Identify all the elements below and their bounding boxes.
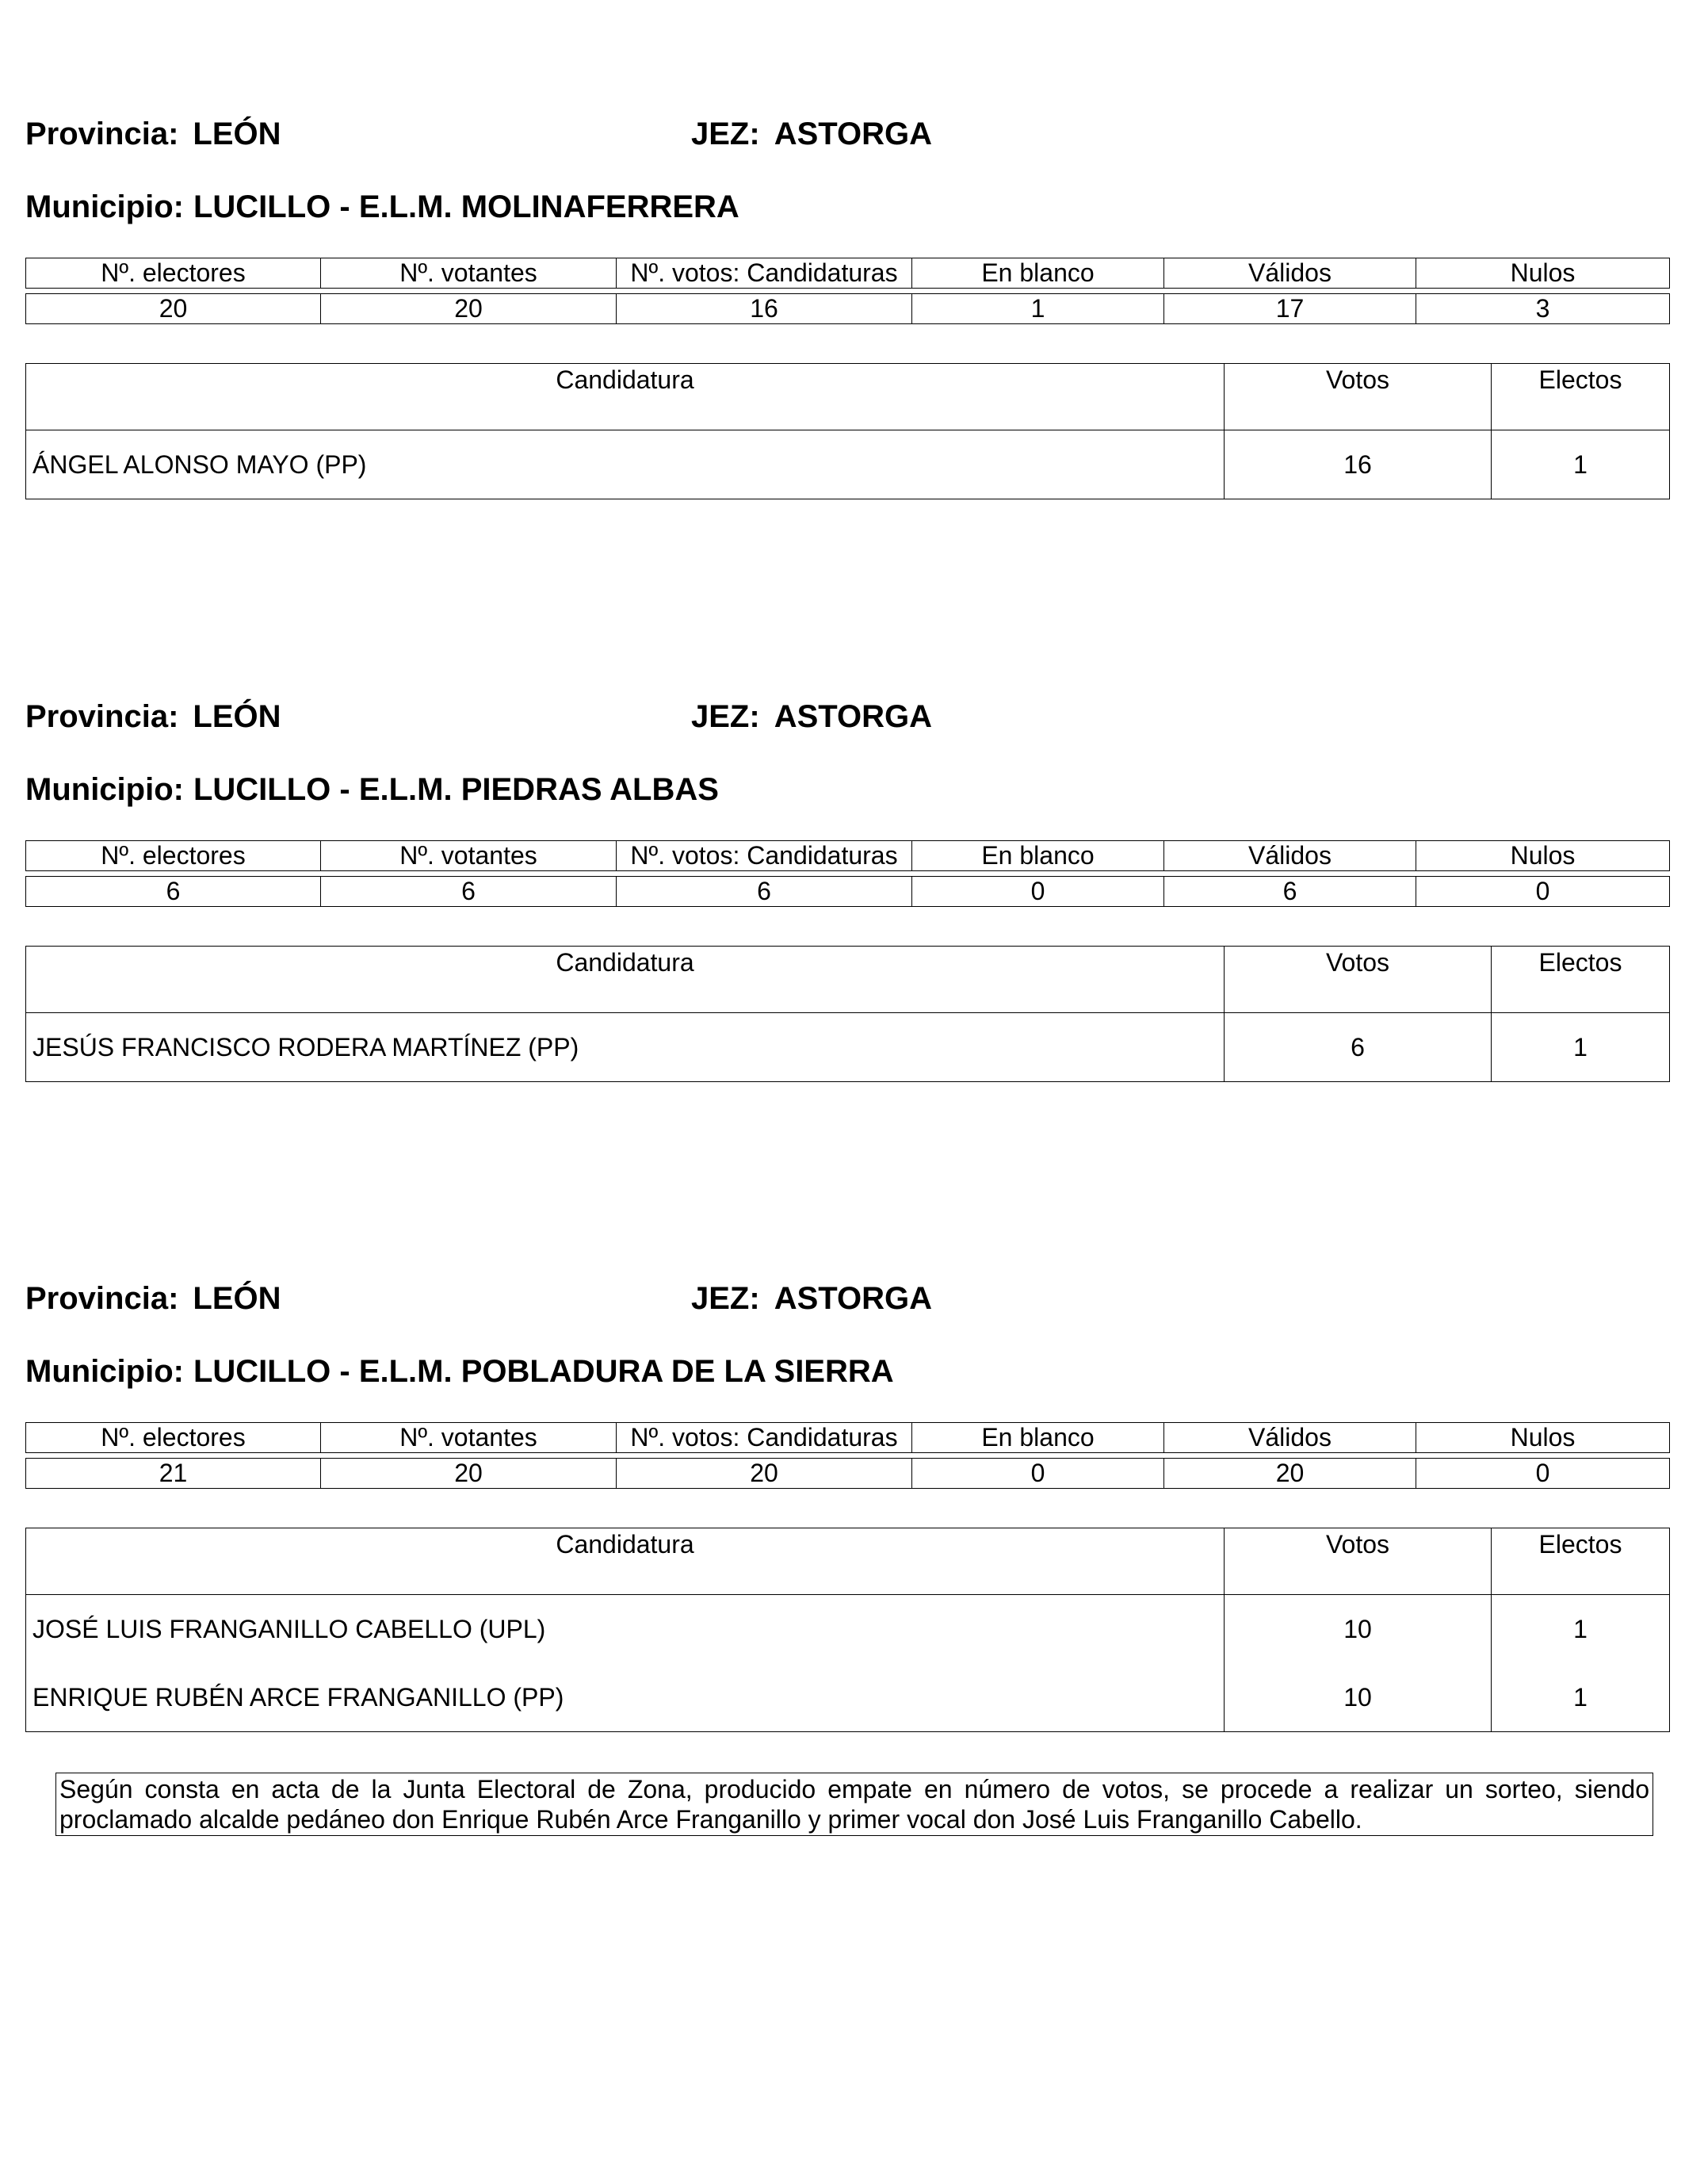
stats-header: En blanco — [912, 841, 1164, 871]
provincia-label: Provincia: — [25, 117, 179, 151]
stats-header: Nulos — [1416, 841, 1670, 871]
jez-line — [691, 698, 932, 736]
candidatura-header: Candidatura — [26, 1528, 1225, 1595]
stats-header: Nº. votantes — [321, 841, 617, 871]
stats-header: Nº. votantes — [321, 258, 617, 289]
provincia-value: LEÓN — [193, 117, 281, 151]
stats-value: 6 — [1164, 877, 1416, 907]
stats-header: Nº. votos: Candidaturas — [617, 258, 912, 289]
municipio-value: LUCILLO - E.L.M. POBLADURA DE LA SIERRA — [193, 1354, 894, 1389]
candidates-table — [25, 1528, 1670, 1732]
stats-header: Nº. votos: Candidaturas — [617, 1423, 912, 1453]
candidate-row — [26, 430, 1670, 499]
candidate-votos: 6 — [1225, 1013, 1492, 1082]
municipio-line — [25, 771, 719, 809]
stats-value: 20 — [617, 1459, 912, 1489]
candidate-row — [26, 1595, 1670, 1664]
votos-header: Votos — [1225, 364, 1492, 430]
candidate-votos: 10 — [1225, 1663, 1492, 1732]
candidate-electos: 1 — [1492, 1013, 1670, 1082]
stats-value: 21 — [26, 1459, 321, 1489]
municipio-value: LUCILLO - E.L.M. PIEDRAS ALBAS — [193, 772, 719, 807]
stats-header: Nº. electores — [26, 258, 321, 289]
jez-label: JEZ: — [691, 1281, 760, 1316]
stats-header-row — [26, 841, 1670, 871]
electos-header: Electos — [1492, 364, 1670, 430]
municipio-label: Municipio: — [25, 1354, 184, 1389]
candidates-header-row — [26, 947, 1670, 1013]
stats-value: 0 — [912, 1459, 1164, 1489]
candidate-name: ÁNGEL ALONSO MAYO (PP) — [26, 430, 1225, 499]
stats-value: 6 — [26, 877, 321, 907]
candidate-name: JESÚS FRANCISCO RODERA MARTÍNEZ (PP) — [26, 1013, 1225, 1082]
stats-value: 0 — [1416, 1459, 1670, 1489]
stats-value: 20 — [321, 1459, 617, 1489]
stats-header: Nulos — [1416, 258, 1670, 289]
stats-header: Válidos — [1164, 1423, 1416, 1453]
municipio-label: Municipio: — [25, 189, 184, 224]
votos-header: Votos — [1225, 1528, 1492, 1595]
stats-value-row — [26, 294, 1670, 324]
stats-value: 3 — [1416, 294, 1670, 324]
electos-header: Electos — [1492, 1528, 1670, 1595]
candidate-votos: 10 — [1225, 1595, 1492, 1664]
jez-value: ASTORGA — [774, 699, 932, 734]
municipio-label: Municipio: — [25, 772, 184, 807]
provincia-label: Provincia: — [25, 1281, 179, 1316]
municipio-line — [25, 1352, 894, 1390]
candidates-table — [25, 946, 1670, 1082]
candidate-electos: 1 — [1492, 1595, 1670, 1664]
stats-value-row — [26, 877, 1670, 907]
candidate-electos: 1 — [1492, 1663, 1670, 1732]
stats-header: En blanco — [912, 1423, 1164, 1453]
tie-break-note: Según consta en acta de la Junta Electoral de Zona, producido empate en número de votos, se procede a realizar un sorteo, siendo proclamado alcalde pedáneo don Enrique Rubén Arce Franganillo y primer vocal don José Luis Franganillo Cabello. — [55, 1773, 1653, 1836]
municipio-line — [25, 188, 739, 226]
stats-header-row — [26, 258, 1670, 289]
stats-header: Válidos — [1164, 258, 1416, 289]
stats-header: Válidos — [1164, 841, 1416, 871]
candidate-name: JOSÉ LUIS FRANGANILLO CABELLO (UPL) — [26, 1595, 1225, 1664]
provincia-line — [25, 1279, 281, 1318]
provincia-line — [25, 698, 281, 736]
stats-header: Nº. votantes — [321, 1423, 617, 1453]
electos-header: Electos — [1492, 947, 1670, 1013]
stats-value: 6 — [617, 877, 912, 907]
stats-header-row — [26, 1423, 1670, 1453]
candidate-votos: 16 — [1225, 430, 1492, 499]
stats-value: 1 — [912, 294, 1164, 324]
stats-value: 17 — [1164, 294, 1416, 324]
candidates-header-row — [26, 1528, 1670, 1595]
stats-value: 20 — [321, 294, 617, 324]
provincia-label: Provincia: — [25, 699, 179, 734]
jez-label: JEZ: — [691, 699, 760, 734]
votos-header: Votos — [1225, 947, 1492, 1013]
stats-table — [25, 258, 1670, 324]
candidates-header-row — [26, 364, 1670, 430]
candidate-electos: 1 — [1492, 430, 1670, 499]
stats-value-row — [26, 1459, 1670, 1489]
jez-value: ASTORGA — [774, 1281, 932, 1316]
candidate-row — [26, 1013, 1670, 1082]
municipio-value: LUCILLO - E.L.M. MOLINAFERRERA — [193, 189, 739, 224]
stats-value: 6 — [321, 877, 617, 907]
stats-header: Nº. electores — [26, 841, 321, 871]
provincia-value: LEÓN — [193, 1281, 281, 1316]
stats-header: En blanco — [912, 258, 1164, 289]
stats-value: 0 — [1416, 877, 1670, 907]
jez-value: ASTORGA — [774, 117, 932, 151]
stats-header: Nulos — [1416, 1423, 1670, 1453]
jez-line — [691, 1279, 932, 1318]
stats-header: Nº. electores — [26, 1423, 321, 1453]
stats-value: 16 — [617, 294, 912, 324]
candidates-table — [25, 363, 1670, 499]
stats-value: 0 — [912, 877, 1164, 907]
jez-label: JEZ: — [691, 117, 760, 151]
stats-value: 20 — [1164, 1459, 1416, 1489]
provincia-line — [25, 115, 281, 153]
jez-line — [691, 115, 932, 153]
stats-table — [25, 840, 1670, 907]
candidatura-header: Candidatura — [26, 364, 1225, 430]
candidate-name: ENRIQUE RUBÉN ARCE FRANGANILLO (PP) — [26, 1663, 1225, 1732]
candidate-row — [26, 1663, 1670, 1732]
stats-header: Nº. votos: Candidaturas — [617, 841, 912, 871]
candidatura-header: Candidatura — [26, 947, 1225, 1013]
provincia-value: LEÓN — [193, 699, 281, 734]
stats-table — [25, 1422, 1670, 1489]
stats-value: 20 — [26, 294, 321, 324]
